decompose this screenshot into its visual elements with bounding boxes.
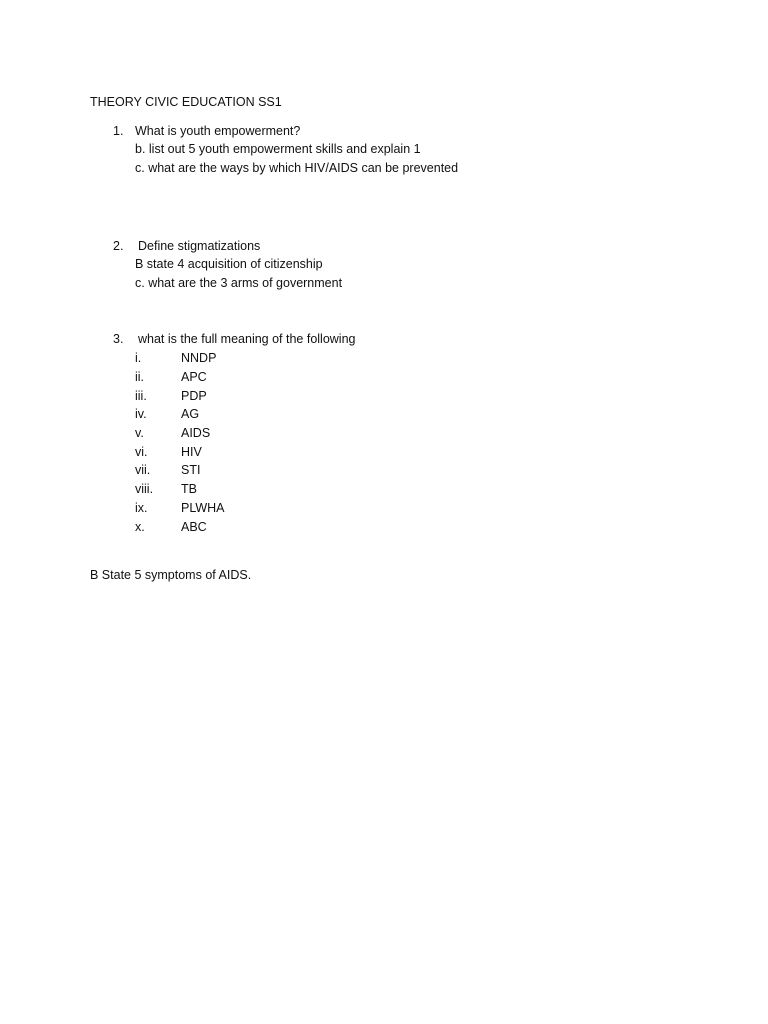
- document-title: THEORY CIVIC EDUCATION SS1: [90, 95, 282, 109]
- question-2-number: 2.: [113, 239, 124, 253]
- list-item-numeral: iv.: [135, 407, 147, 421]
- list-item-numeral: iii.: [135, 389, 147, 403]
- question-3-number: 3.: [113, 332, 124, 346]
- question-2b-text: B state 4 acquisition of citizenship: [135, 257, 323, 271]
- list-item-abbreviation: STI: [181, 463, 201, 477]
- list-item-numeral: x.: [135, 520, 145, 534]
- list-item-numeral: vi.: [135, 445, 148, 459]
- list-item-numeral: i.: [135, 351, 142, 365]
- list-item-abbreviation: APC: [181, 370, 207, 384]
- list-item-numeral: v.: [135, 426, 144, 440]
- list-item-numeral: ix.: [135, 501, 148, 515]
- list-item-abbreviation: HIV: [181, 445, 202, 459]
- list-item-abbreviation: NNDP: [181, 351, 217, 365]
- list-item-abbreviation: PLWHA: [181, 501, 225, 515]
- list-item-numeral: ii.: [135, 370, 145, 384]
- question-1c-text: c. what are the ways by which HIV/AIDS can be prevented: [135, 161, 459, 175]
- question-3-text: what is the full meaning of the following: [138, 332, 356, 346]
- list-item-abbreviation: ABC: [181, 520, 207, 534]
- list-item-abbreviation: AG: [181, 407, 200, 421]
- question-1-number: 1.: [113, 124, 124, 138]
- question-2c-text: c. what are the 3 arms of government: [135, 276, 343, 290]
- list-item-abbreviation: TB: [181, 482, 197, 496]
- question-1-text: What is youth empowerment?: [135, 124, 301, 138]
- list-item-abbreviation: AIDS: [181, 426, 211, 440]
- question-1b-text: b. list out 5 youth empowerment skills and explain 1: [135, 142, 421, 156]
- footer-question: B State 5 symptoms of AIDS.: [90, 568, 252, 582]
- list-item-abbreviation: PDP: [181, 389, 207, 403]
- list-item-numeral: viii.: [135, 482, 154, 496]
- list-item-numeral: vii.: [135, 463, 151, 477]
- question-2-text: Define stigmatizations: [138, 239, 261, 253]
